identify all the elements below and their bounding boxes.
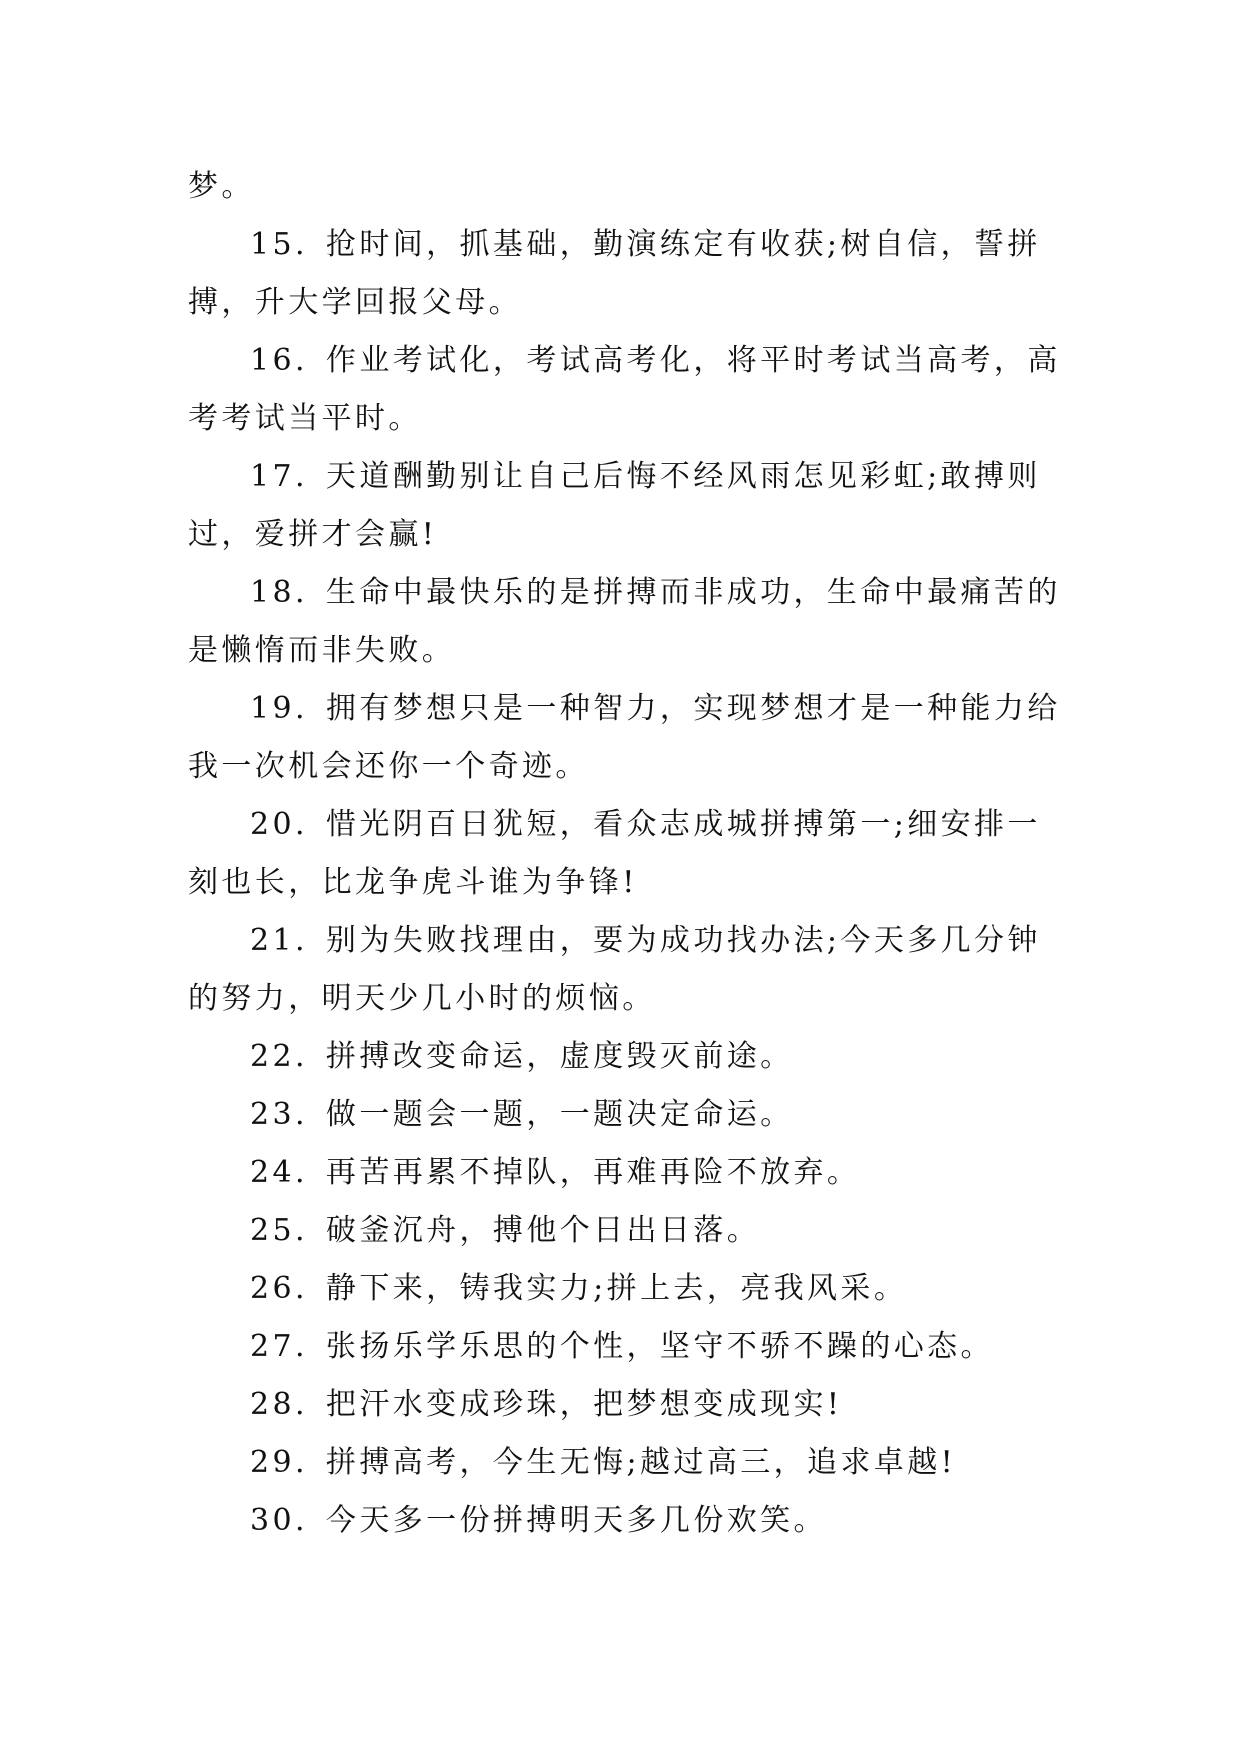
item-number: 19. <box>250 691 308 726</box>
list-item <box>188 448 1054 564</box>
list-item <box>188 1086 1054 1144</box>
list-item <box>188 912 1054 1028</box>
item-number: 26. <box>250 1271 308 1306</box>
item-text: 张扬乐学乐思的个性，坚守不骄不躁的心态。 <box>325 1329 994 1364</box>
item-number: 16. <box>250 343 308 378</box>
list-item-first-line <box>188 1376 1054 1434</box>
item-text-continuation: 搏，升大学回报父母。 <box>188 285 522 320</box>
list-item <box>188 1028 1054 1086</box>
item-text: 拼搏高考，今生无悔;越过高三，追求卓越! <box>325 1445 957 1480</box>
list-item <box>188 216 1054 332</box>
item-text: 做一题会一题，一题决定命运。 <box>325 1097 794 1132</box>
continuation-text: 梦。 <box>188 169 255 204</box>
list-item-first-line <box>188 1434 1054 1492</box>
item-number: 22. <box>250 1039 308 1074</box>
list-item <box>188 680 1061 796</box>
item-number: 29. <box>250 1445 308 1480</box>
item-number: 20. <box>250 807 308 842</box>
list-item-first-line <box>188 1492 1054 1550</box>
list-item-first-line <box>188 1260 1054 1318</box>
list-item-first-line <box>188 1086 1054 1144</box>
item-text: 惜光阴百日犹短，看众志成城拼搏第一;细安排一 <box>325 807 1041 842</box>
list-item <box>188 332 1061 448</box>
list-item <box>188 1318 1054 1376</box>
list-item-first-line <box>188 1028 1054 1086</box>
list-item <box>188 1376 1054 1434</box>
list-item-first-line <box>188 448 1054 506</box>
item-number: 15. <box>250 227 308 262</box>
list-item <box>188 1492 1054 1550</box>
list-item <box>188 1144 1054 1202</box>
item-text: 别为失败找理由，要为成功找办法;今天多几分钟 <box>325 923 1041 958</box>
item-text: 拥有梦想只是一种智力，实现梦想才是一种能力给 <box>325 691 1061 726</box>
list-item <box>188 796 1054 912</box>
list-item-first-line <box>188 796 1054 854</box>
item-text: 天道酬勤别让自己后悔不经风雨怎见彩虹;敢搏则 <box>325 459 1041 494</box>
document-page <box>188 158 1061 1550</box>
item-number: 23. <box>250 1097 308 1132</box>
list-item <box>188 1202 1054 1260</box>
item-text: 作业考试化，考试高考化，将平时考试当高考，高 <box>325 343 1061 378</box>
list-item-first-line <box>188 912 1054 970</box>
item-number: 17. <box>250 459 308 494</box>
slogan-list <box>188 216 1061 1550</box>
list-item-first-line <box>188 1144 1054 1202</box>
list-item-first-line <box>188 332 1061 390</box>
item-text: 生命中最快乐的是拼搏而非成功，生命中最痛苦的 <box>325 575 1061 610</box>
item-number: 30. <box>250 1503 308 1538</box>
list-item <box>188 564 1061 680</box>
item-text-continuation: 刻也长，比龙争虎斗谁为争锋! <box>188 865 638 900</box>
item-number: 25. <box>250 1213 308 1248</box>
item-number: 18. <box>250 575 308 610</box>
item-number: 27. <box>250 1329 308 1364</box>
list-item-first-line <box>188 1318 1054 1376</box>
list-item <box>188 1434 1054 1492</box>
item-text-continuation: 是懒惰而非失败。 <box>188 633 456 668</box>
item-text: 今天多一份拼搏明天多几份欢笑。 <box>325 1503 827 1538</box>
item-text: 把汗水变成珍珠，把梦想变成现实! <box>325 1387 843 1422</box>
list-item <box>188 1260 1054 1318</box>
list-item-first-line <box>188 680 1061 738</box>
item-text: 拼搏改变命运，虚度毁灭前途。 <box>325 1039 794 1074</box>
list-item-first-line <box>188 216 1054 274</box>
list-item-first-line <box>188 1202 1054 1260</box>
item-text: 抢时间，抓基础，勤演练定有收获;树自信，誓拼 <box>325 227 1041 262</box>
item-number: 28. <box>250 1387 308 1422</box>
item-text: 破釜沉舟，搏他个日出日落。 <box>325 1213 761 1248</box>
item-text-continuation: 过，爱拼才会赢! <box>188 517 438 552</box>
item-text: 再苦再累不掉队，再难再险不放弃。 <box>325 1155 861 1190</box>
list-item-first-line <box>188 564 1061 622</box>
item-text-continuation: 的努力，明天少几小时的烦恼。 <box>188 981 656 1016</box>
item-number: 21. <box>250 923 308 958</box>
item-number: 24. <box>250 1155 308 1190</box>
item-text-continuation: 我一次机会还你一个奇迹。 <box>188 749 589 784</box>
item-text: 静下来，铸我实力;拼上去，亮我风采。 <box>325 1271 908 1306</box>
item-text-continuation: 考考试当平时。 <box>188 401 422 436</box>
